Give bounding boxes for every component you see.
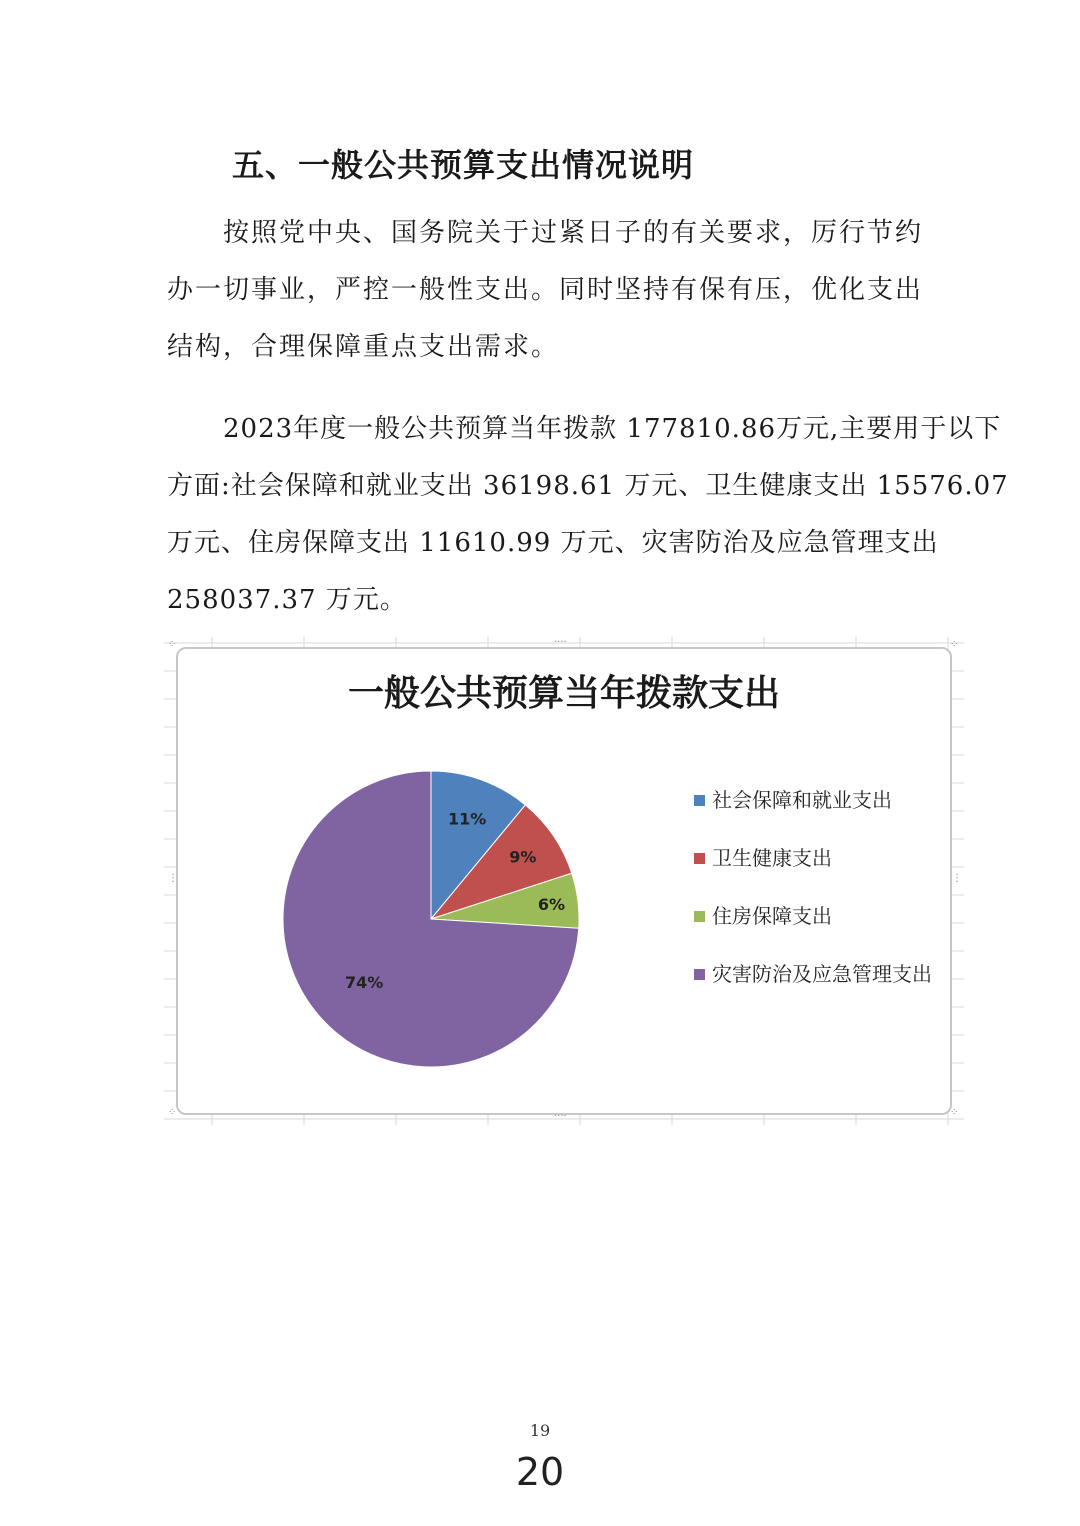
paragraph-line: 258037.37 万元。	[167, 585, 407, 615]
section-heading: 五、一般公共预算支出情况说明	[232, 146, 695, 184]
paragraph-line: 方面:社会保障和就业支出 36198.61 万元、卫生健康支出 15576.07	[167, 471, 1009, 501]
legend-item	[694, 903, 934, 929]
page-number-small: 19	[529, 1421, 551, 1440]
paragraph-2	[167, 401, 1009, 629]
resize-handle-left[interactable]: ⋮	[168, 873, 178, 884]
chart-legend	[694, 787, 934, 1019]
page-number-large: 20	[515, 1450, 565, 1494]
resize-handle-right[interactable]: ⋮	[952, 873, 962, 884]
resize-handle-top[interactable]: ····	[554, 637, 567, 648]
legend-label: 灾害防治及应急管理支出	[712, 962, 932, 986]
legend-label: 卫生健康支出	[712, 846, 832, 870]
pie-data-label: 6%	[537, 894, 565, 914]
chart-title: 一般公共预算当年拨款支出	[347, 673, 780, 714]
resize-handle-top-right[interactable]: ⁘	[950, 639, 959, 650]
legend-swatch	[694, 795, 705, 806]
legend-item	[694, 845, 934, 871]
legend-swatch	[694, 853, 705, 864]
legend-item	[694, 787, 934, 813]
resize-handle-bottom[interactable]: ····	[554, 1111, 567, 1122]
legend-swatch	[694, 911, 705, 922]
pie-data-label: 9%	[509, 847, 537, 867]
paragraph-1	[167, 205, 967, 376]
paragraph-line: 2023年度一般公共预算当年拨款 177810.86万元,主要用于以下	[223, 414, 1002, 444]
legend-item	[694, 961, 934, 987]
paragraph-line: 结构，合理保障重点支出需求。	[167, 332, 560, 362]
legend-label: 住房保障支出	[712, 904, 832, 928]
paragraph-line: 按照党中央、国务院关于过紧日子的有关要求，厉行节约	[223, 218, 924, 248]
legend-label: 社会保障和就业支出	[712, 788, 892, 812]
paragraph-line: 办一切事业，严控一般性支出。同时坚持有保有压，优化支出	[167, 275, 924, 305]
chart-container[interactable]	[164, 637, 964, 1125]
pie-data-label: 74%	[344, 972, 384, 992]
resize-handle-bottom-right[interactable]: ⁘	[950, 1107, 959, 1118]
legend-swatch	[694, 969, 705, 980]
paragraph-line: 万元、住房保障支出 11610.99 万元、灾害防治及应急管理支出	[167, 528, 939, 558]
pie-data-label: 11%	[447, 809, 487, 829]
resize-handle-bottom-left[interactable]: ⁘	[168, 1107, 177, 1118]
resize-handle-top-left[interactable]: ⁘	[168, 639, 177, 650]
